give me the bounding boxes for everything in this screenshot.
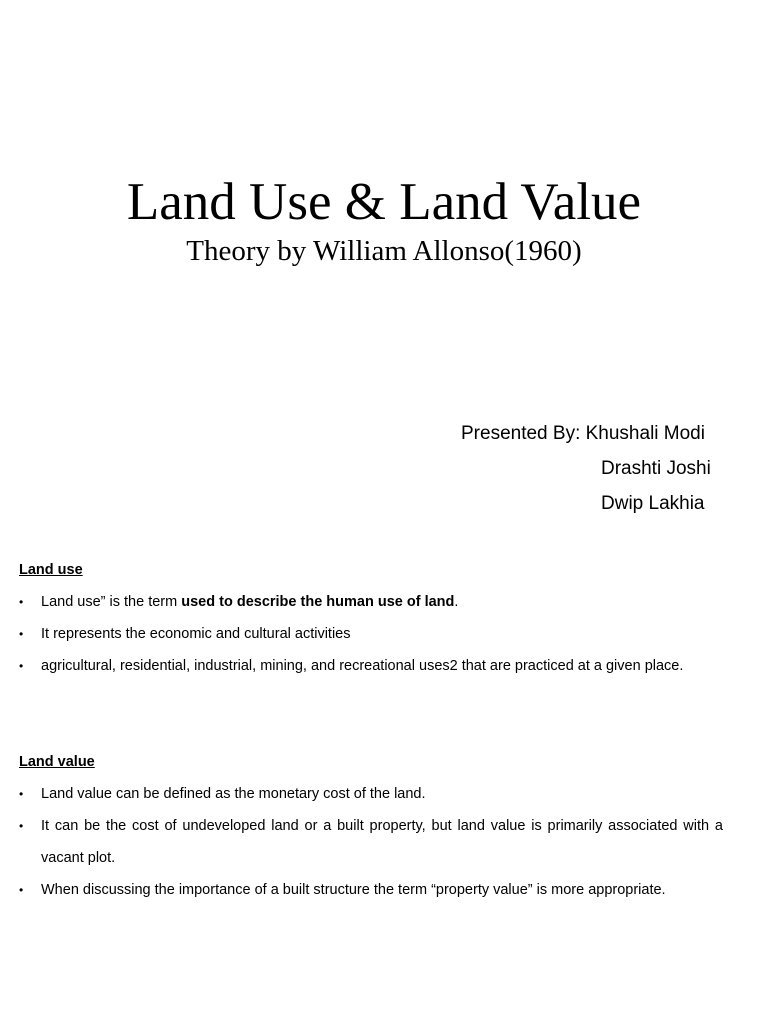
bullet-item [19, 810, 723, 874]
bullet-text: When discussing the importance of a built structure the term “property value” is more appropriate. [41, 882, 666, 898]
bullet-text: agricultural, residential, industrial, mining, and recreational uses2 that are practiced at a given place. [41, 658, 684, 674]
slide-title: Land Use & Land Value [126, 173, 642, 231]
bullet-text: It can be the cost of undeveloped land or a built property, but land value is primarily associated with a vacant plot. [41, 818, 723, 866]
bullet-dot-icon: • [19, 627, 24, 641]
presenter-name: Dwip Lakhia [601, 493, 705, 514]
land-value-section [19, 746, 723, 906]
bullet-dot-icon: • [19, 883, 24, 897]
bullet-dot-icon: • [19, 819, 24, 833]
bullet-item [19, 874, 723, 906]
bullet-text: It represents the economic and cultural activities [41, 626, 351, 642]
bullet-list [19, 778, 723, 906]
bullet-text: Land use” is the term [41, 594, 182, 610]
bullet-list [19, 586, 723, 682]
bullet-text: Land value can be defined as the monetary cost of the land. [41, 786, 426, 802]
bullet-emphasis: used to describe the human use of land [181, 594, 455, 610]
presenter-name: Khushali Modi [585, 423, 705, 444]
slide-subtitle: Theory by William Allonso(1960) [186, 235, 582, 267]
bullet-item [19, 650, 723, 682]
presenter-line-2 [601, 453, 711, 485]
section-heading: Land value [19, 754, 95, 770]
bullet-text: . [454, 594, 459, 610]
presenters-label: Presented By: [461, 423, 581, 444]
presenter-line-3 [601, 488, 705, 520]
bullet-dot-icon: • [19, 787, 24, 801]
bullet-item [19, 586, 723, 618]
presenter-name: Drashti Joshi [601, 458, 711, 479]
section-heading: Land use [19, 562, 83, 578]
land-use-section [19, 554, 723, 682]
bullet-dot-icon: • [19, 595, 24, 609]
bullet-item [19, 618, 723, 650]
bullet-dot-icon: • [19, 659, 24, 673]
bullet-item [19, 778, 723, 810]
presenter-line-1 [461, 418, 705, 450]
